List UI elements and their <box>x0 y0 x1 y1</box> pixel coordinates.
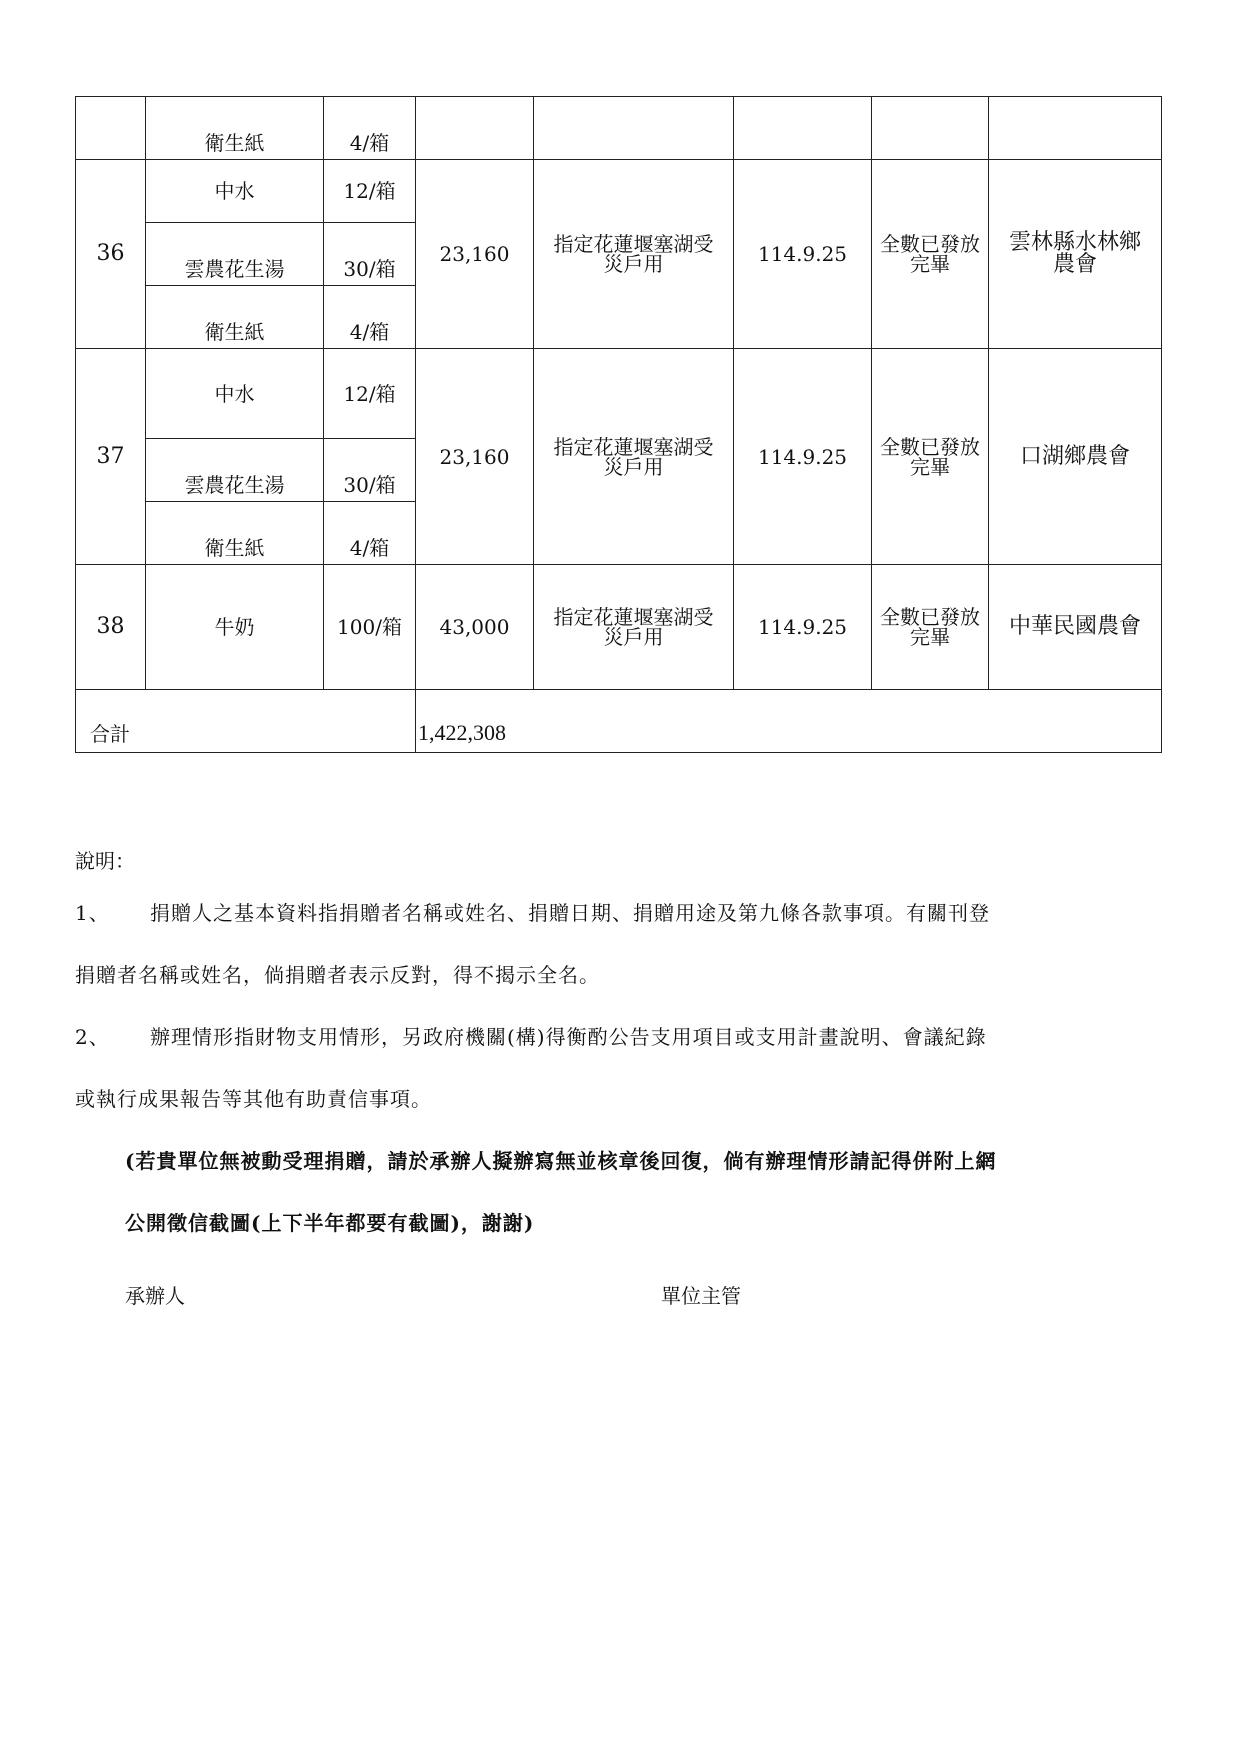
amount-cell: 23,160 <box>416 349 534 565</box>
seq-cell: 37 <box>76 349 146 565</box>
amount-cell <box>416 97 534 160</box>
note-number: 1、 <box>75 901 110 925</box>
note-text: 辦理情形指財物支用情形，另政府機關(構)得衡酌公告支用項目或支用計畫說明、會議紀錄 <box>150 1025 987 1049</box>
notes-title: 說明： <box>75 849 135 873</box>
item-name-cell: 中水 <box>146 349 324 439</box>
purpose-cell <box>534 349 734 565</box>
reminder-line-1: (若貴單位無被動受理捐贈，請於承辦人擬辦寫無並核章後回復，倘有辦理情形請記得併附上網 <box>125 1149 997 1173</box>
status-cell <box>872 97 989 160</box>
reminder-line-2: 公開徵信截圖(上下半年都要有截圖)，謝謝) <box>125 1211 535 1235</box>
purpose-line: 災戶用 <box>603 252 664 276</box>
date-cell <box>734 97 872 160</box>
table-row <box>76 349 1162 439</box>
note-number: 2、 <box>75 1025 110 1049</box>
note-text: 捐贈人之基本資料指捐贈者名稱或姓名、捐贈日期、捐贈用途及第九條各款事項。有關刊登 <box>150 901 990 925</box>
recipient-cell: 口湖鄉農會 <box>989 349 1162 565</box>
item-name-cell: 雲農花生湯 <box>146 439 324 502</box>
table-row <box>76 97 1162 160</box>
date-cell: 114.9.25 <box>734 565 872 690</box>
item-qty-cell: 30/箱 <box>324 439 416 502</box>
seq-cell: 36 <box>76 160 146 349</box>
total-label: 合計 <box>76 690 416 753</box>
amount-cell: 43,000 <box>416 565 534 690</box>
item-qty-cell: 4/箱 <box>324 286 416 349</box>
supervisor-label: 單位主管 <box>661 1284 741 1308</box>
purpose-line: 災戶用 <box>603 625 664 649</box>
status-line: 全數已發放 <box>880 434 980 459</box>
status-line: 全數已發放 <box>880 605 980 629</box>
total-row <box>76 690 1162 753</box>
total-value: 1,422,308 <box>416 690 1162 753</box>
note-item-2-line-2: 或執行成果報告等其他有助責信事項。 <box>75 1087 432 1111</box>
item-qty-cell: 12/箱 <box>324 349 416 439</box>
handler-label: 承辦人 <box>125 1284 185 1308</box>
purpose-line: 指定花蓮堰塞湖受 <box>553 434 714 459</box>
recipient-line: 雲林縣水林鄉 <box>1008 230 1141 255</box>
item-name-cell: 雲農花生湯 <box>146 223 324 286</box>
status-cell <box>872 349 989 565</box>
item-qty-cell: 100/箱 <box>324 565 416 690</box>
recipient-cell: 中華民國農會 <box>989 565 1162 690</box>
recipient-cell <box>989 97 1162 160</box>
purpose-line: 災戶用 <box>603 454 664 479</box>
recipient-line: 農會 <box>1052 252 1097 277</box>
item-qty-cell: 12/箱 <box>324 160 416 223</box>
status-line: 全數已發放 <box>880 232 980 256</box>
status-line: 完畢 <box>910 625 950 649</box>
purpose-line: 指定花蓮堰塞湖受 <box>553 605 714 629</box>
status-line: 完畢 <box>910 454 950 479</box>
item-name-cell: 衛生紙 <box>146 97 324 160</box>
purpose-line: 指定花蓮堰塞湖受 <box>553 232 714 256</box>
date-cell: 114.9.25 <box>734 160 872 349</box>
table-row <box>76 160 1162 223</box>
purpose-cell <box>534 97 734 160</box>
item-qty-cell: 4/箱 <box>324 502 416 565</box>
item-name-cell: 中水 <box>146 160 324 223</box>
item-qty-cell: 30/箱 <box>324 223 416 286</box>
item-name-cell: 牛奶 <box>146 565 324 690</box>
status-cell <box>872 160 989 349</box>
item-name-cell: 衛生紙 <box>146 502 324 565</box>
recipient-cell <box>989 160 1162 349</box>
amount-cell: 23,160 <box>416 160 534 349</box>
note-item-1-line-1 <box>75 882 1165 944</box>
date-cell: 114.9.25 <box>734 349 872 565</box>
status-cell <box>872 565 989 690</box>
table-row <box>76 565 1162 690</box>
purpose-cell <box>534 565 734 690</box>
status-line: 完畢 <box>910 252 950 276</box>
item-qty-cell: 4/箱 <box>324 97 416 160</box>
seq-cell <box>76 97 146 160</box>
note-item-1-line-2: 捐贈者名稱或姓名，倘捐贈者表示反對，得不揭示全名。 <box>75 963 600 987</box>
purpose-cell <box>534 160 734 349</box>
donation-table <box>75 96 1162 753</box>
item-name-cell: 衛生紙 <box>146 286 324 349</box>
seq-cell: 38 <box>76 565 146 690</box>
note-item-2-line-1 <box>75 1006 1165 1068</box>
